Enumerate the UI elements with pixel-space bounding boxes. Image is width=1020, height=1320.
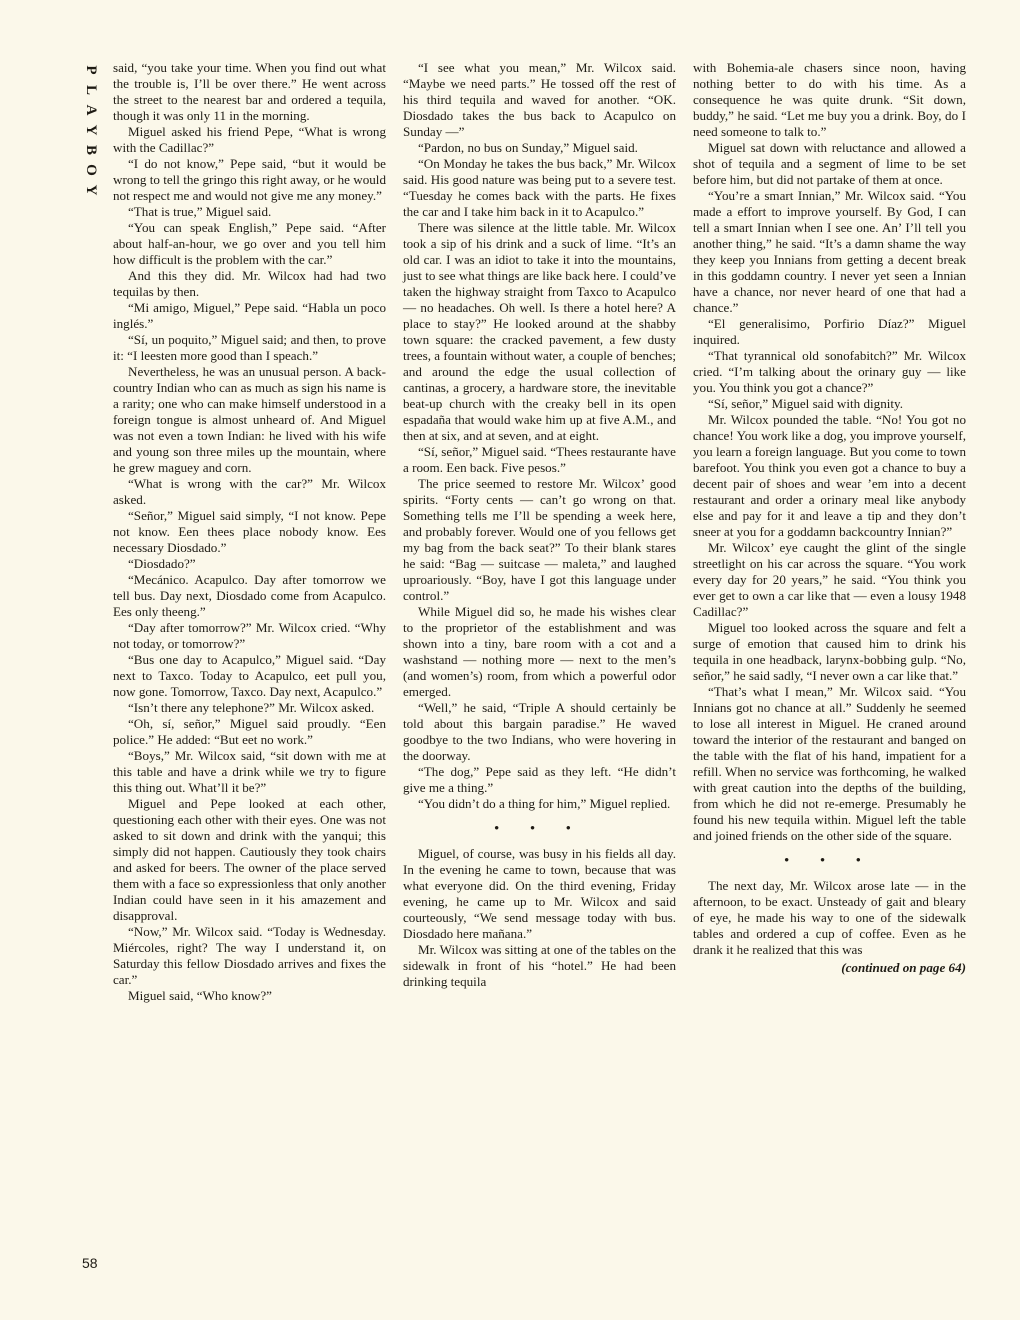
paragraph: “What is wrong with the car?” Mr. Wilcox asked. xyxy=(113,476,386,507)
paragraph: “Bus one day to Acapulco,” Miguel said. “Day next to Taxco. Today to Acapulco, eet pull you, now gone. Tomorrow, Taxco. Day next, Acapulco.” xyxy=(113,652,386,699)
paragraph: “Boys,” Mr. Wilcox said, “sit down with me at this table and have a drink while we try to figure this thing out. What’ll it be?” xyxy=(113,748,386,795)
paragraph: “That tyrannical old sonofabitch?” Mr. Wilcox cried. “I’m talking about the orinary guy — like you. You think you got a chance?” xyxy=(693,348,966,395)
paragraph: And this they did. Mr. Wilcox had had two tequilas by then. xyxy=(113,268,386,299)
paragraph: Miguel too looked across the square and felt a surge of emotion that caused him to drink his tequila in one headback, larynx-bobbing gulp. “No, señor,” he said sadly, “I never own a car like that.” xyxy=(693,620,966,683)
section-separator: • • • xyxy=(784,852,875,867)
paragraph: “You didn’t do a thing for him,” Miguel replied. xyxy=(418,796,671,811)
paragraph: Miguel said, “Who know?” xyxy=(128,988,272,1003)
paragraph: “On Monday he takes the bus back,” Mr. Wilcox said. His good nature was being put to a severe test. “Tuesday he comes back with the parts. He fixes the car and I take him back in it to Acapulco.” xyxy=(403,156,676,219)
paragraph: “You’re a smart Innian,” Mr. Wilcox said. “You made a effort to improve yourself. By God, I can tell a smart Innian when I see one. An’ I’ll tell you another thing,” he said. “It’s a damn shame the way they keep you Innians from getting a decent break in this goddamn country. I never yet seen a Innian have a chance, nor never heard of one that had a chance.” xyxy=(693,188,966,315)
title-letter: O xyxy=(83,164,99,176)
paragraph: “Isn’t there any telephone?” Mr. Wilcox asked. xyxy=(128,700,375,715)
title-letter: Y xyxy=(83,184,99,196)
paragraph: “Sí, un poquito,” Miguel said; and then, to prove it: “I leesten more good than I speach.” xyxy=(113,332,386,363)
paragraph: Miguel sat down with reluctance and allowed a shot of tequila and a segment of lime to be set before him, but did not partake of them at once. xyxy=(693,140,966,187)
paragraph: Nevertheless, he was an unusual person. A back-country Indian who can as much as sign his name is a rarity; one who can make himself understood in a foreign tongue is almost unheard of. And Miguel was not even a town Indian: he lived with his wife and young son three miles up the mountain, where he grew maguey and corn. xyxy=(113,364,386,475)
paragraph: with Bohemia-ale chasers since noon, having nothing better to do with his time. As a consequence he was quite drunk. “Sit down, buddy,” he said. “Let me buy you a drink. Boy, do I need someone to talk to.” xyxy=(693,60,966,139)
paragraph: “Sí, señor,” Miguel said. “Thees restaurante have a room. Een back. Five pesos.” xyxy=(403,444,676,475)
paragraph: “Mecánico. Acapulco. Day after tomorrow we tell bus. Day next, Diosdado come from Acapulco. Ees only theeng.” xyxy=(113,572,386,619)
continued-note: (continued on page 64) xyxy=(841,960,966,975)
paragraph: “Now,” Mr. Wilcox said. “Today is Wednesday. Miércoles, right? The way I understand it, on Saturday this fellow Diosdado arrives and fixes the car.” xyxy=(113,924,386,987)
paragraph: “Day after tomorrow?” Mr. Wilcox cried. “Why not today, or tomorrow?” xyxy=(113,620,386,651)
paragraph: “Diosdado?” xyxy=(128,556,196,571)
paragraph: “That’s what I mean,” Mr. Wilcox said. “You Innians got no chance at all.” Suddenly he seemed to lose all interest in Miguel. He craned around toward the interior of the restaurant and banged on the table with the flat of his hand, impatient for a refill. When no service was forthcoming, he walked with great caution into the depths of the building, from which he did not re-emerge. Presumably he found his new tequila within. Miguel left the table and joined friends on the other side of the square. xyxy=(693,684,966,843)
paragraph: “The dog,” Pepe said as they left. “He didn’t give me a thing.” xyxy=(403,764,676,795)
paragraph: Mr. Wilcox was sitting at one of the tables on the sidewalk in front of his “hotel.” He had been drinking tequila xyxy=(403,942,676,989)
paragraph: There was silence at the little table. Mr. Wilcox took a sip of his drink and a suck of lime. “It’s an old car. I was an idiot to take it into the mountains, just to see what things are like back here. I could’ve taken the highway straight from Taxco to Acapulco — no headaches. Oh well. Is there a hotel here? A place to stay?” He looked around at the shabby town square: the cracked pavement, a few dusty trees, a fountain without water, a couple of benches; and around the edge the usual collection of cantinas, a grocery, a hardware store, the inevitable beat-up church with the creaky bell in its open espadaña that would wake him up at five A.M., and then at six, and at seven, and at eight. xyxy=(403,220,676,443)
paragraph: “Mi amigo, Miguel,” Pepe said. “Habla un poco inglés.” xyxy=(113,300,386,331)
paragraph: “El generalisimo, Porfirio Díaz?” Miguel inquired. xyxy=(693,316,966,347)
title-letter: B xyxy=(83,144,99,155)
paragraph: “That is true,” Miguel said. xyxy=(128,204,272,219)
paragraph: said, “you take your time. When you find out what the trouble is, I’ll be over there.” He went across the street to the nearest bar and ordered a tequila, though it was only 11 in the morning. xyxy=(113,60,386,123)
title-letter: P xyxy=(83,65,99,75)
paragraph: Miguel, of course, was busy in his fields all day. In the evening he came to town, because that was what everyone did. On the third evening, Friday evening, he came up to Mr. Wilcox and said courteously, “We send message today with bus. Diosdado here mañana.” xyxy=(403,846,676,941)
paragraph: “Señor,” Miguel said simply, “I not know. Pepe not know. Een thees place nobody know. Ees necessary Diosdado.” xyxy=(113,508,386,555)
page-number: 58 xyxy=(82,1255,98,1271)
paragraph: The next day, Mr. Wilcox arose late — in the afternoon, to be exact. Unsteady of gait and bleary of eye, he made his way to one of the sidewalk tables and ordered a cup of coffee. Even as he drank it he realized that this was xyxy=(693,878,966,957)
text-column-3 xyxy=(693,60,966,976)
section-separator: • • • xyxy=(494,820,585,835)
paragraph: “I see what you mean,” Mr. Wilcox said. “Maybe we need parts.” He tossed off the rest of his third tequila and waved for another. “OK. Diosdado takes the bus back to Acapulco on Sunday —” xyxy=(403,60,676,139)
paragraph: “I do not know,” Pepe said, “but it would be wrong to tell the gringo this right away, or he would not respect me and would not give me any money.” xyxy=(113,156,386,203)
title-letter: Y xyxy=(83,124,99,136)
paragraph: While Miguel did so, he made his wishes clear to the proprietor of the establishment and was shown into a tiny, bare room with a cot and a washstand — nothing more — next to the men’s (and women’s) room, from which a powerful odor emerged. xyxy=(403,604,676,699)
magazine-title xyxy=(80,60,102,200)
paragraph: “Pardon, no bus on Sunday,” Miguel said. xyxy=(418,140,638,155)
title-letter: A xyxy=(83,104,99,116)
text-column-2 xyxy=(403,60,676,990)
paragraph: “You can speak English,” Pepe said. “After about half-an-hour, we go over and you tell him how difficult is the problem with the car.” xyxy=(113,220,386,267)
paragraph: Mr. Wilcox’ eye caught the glint of the single streetlight on his car across the square. “You work every day for 20 years,” he said. “You think you ever get to own a car like that — even a lousy 1948 Cadillac?” xyxy=(693,540,966,619)
paragraph: Miguel and Pepe looked at each other, questioning each other with their eyes. One was not asked to sit down and drink with the yanqui; this simply did not happen. Cautiously they took chairs and asked for beers. The owner of the place served them with a face so expressionless that only another Indian could have seen in it his amazement and disapproval. xyxy=(113,796,386,923)
text-column-1 xyxy=(113,60,386,1004)
paragraph: Mr. Wilcox pounded the table. “No! You got no chance! You work like a dog, you improve yourself, you learn a foreign language. But you come to town barefoot. You think you even got a chance to buy a decent pair of shoes and wear ’em into a decent restaurant and order a orinary meal like anybody else and pay for it and leave a tip and they don’t sneer at you for a goddamn backcountry Innian?” xyxy=(693,412,966,539)
title-letter: L xyxy=(83,84,99,95)
paragraph: “Oh, sí, señor,” Miguel said proudly. “Een police.” He added: “But eet no work.” xyxy=(113,716,386,747)
paragraph: Miguel asked his friend Pepe, “What is wrong with the Cadillac?” xyxy=(113,124,386,155)
paragraph: “Sí, señor,” Miguel said with dignity. xyxy=(708,396,904,411)
paragraph: The price seemed to restore Mr. Wilcox’ good spirits. “Forty cents — can’t go wrong on that. Something tells me I’ll be spending a week here, and probably forever. Would one of you fellows get my bag from the back seat?” To their blank stares he said: “Bag — suitcase — maleta,” and laughed uproariously. “Boy, have I got this language under control.” xyxy=(403,476,676,603)
paragraph: “Well,” he said, “Triple A should certainly be told about this bargain paradise.” He waved goodbye to the two Indians, who were hovering in the doorway. xyxy=(403,700,676,763)
